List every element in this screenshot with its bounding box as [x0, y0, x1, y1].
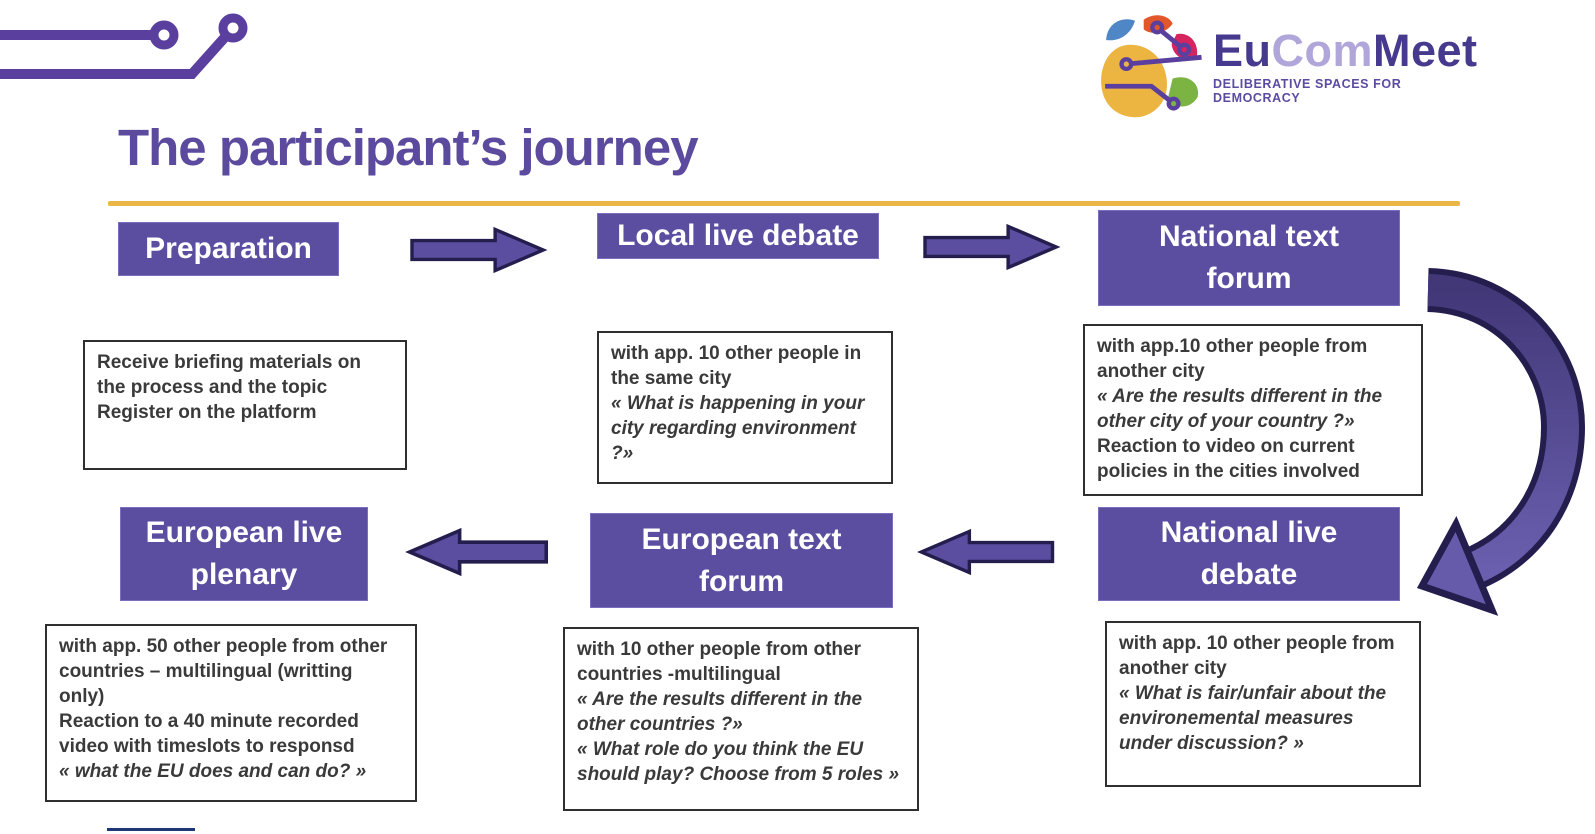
stage-label: Local live debate — [617, 219, 859, 252]
eucommeet-logo — [1093, 12, 1478, 120]
accent-rule — [108, 201, 1460, 206]
arrow-left-icon — [910, 528, 1063, 576]
note-national-text-forum — [1083, 324, 1423, 496]
note-european-live-plenary — [45, 624, 417, 802]
curved-arrow-icon — [1398, 252, 1595, 622]
stage-local-live-debate — [597, 213, 879, 259]
arrow-left-icon — [395, 527, 560, 577]
note-preparation — [83, 340, 407, 470]
stage-national-live-debate — [1098, 507, 1400, 601]
arrow-right-icon — [398, 226, 558, 274]
note-text: with app. 10 other people in the same city — [611, 343, 862, 390]
note-quote: « What is happening in your city regarding environment ?» — [611, 393, 865, 465]
stage-european-text-forum — [590, 513, 893, 608]
stage-label: European live plenary — [145, 516, 343, 591]
note-text: Reaction to video on current policies in the cities involved — [1097, 436, 1360, 483]
note-quote: « What role do you think the EU should play? Choose from 5 roles » — [577, 739, 900, 786]
arrow-right-icon — [913, 223, 1069, 271]
note-european-text-forum — [563, 627, 919, 811]
note-text: with app. 10 other people from another city — [1119, 633, 1395, 680]
logo-word-com: Com — [1271, 24, 1374, 76]
stage-preparation — [118, 222, 339, 276]
stage-label: European text forum — [641, 522, 842, 598]
note-quote: « what the EU does and can do? » — [59, 761, 367, 783]
eucommeet-logo-mark-icon — [1093, 13, 1205, 119]
stage-label: National live debate — [1160, 516, 1338, 591]
stage-national-text-forum — [1098, 210, 1400, 306]
note-text: Receive briefing materials on the process and the topic — [97, 352, 361, 399]
logo-tagline: DELIBERATIVE SPACES FOR DEMOCRACY — [1213, 76, 1402, 105]
stage-label: Preparation — [145, 232, 312, 265]
note-local-live-debate — [597, 331, 893, 484]
note-text: Register on the platform — [97, 402, 317, 424]
circuit-lines-icon — [0, 8, 265, 108]
note-national-live-debate — [1105, 621, 1421, 787]
logo-wordmark — [1213, 24, 1478, 76]
page-title: The participant’s journey — [118, 119, 698, 176]
stage-european-live-plenary — [120, 507, 368, 601]
note-quote: « Are the results different in the other city of your country ?» — [1097, 386, 1383, 433]
note-quote: « What is fair/unfair about the environemental measures under discussion? » — [1119, 683, 1387, 755]
note-text: with 10 other people from other countries -multilingual — [577, 639, 861, 686]
note-text: with app.10 other people from another city — [1097, 336, 1368, 383]
note-text: with app. 50 other people from other countries – multilingual (writting only) — [59, 636, 388, 708]
note-text: Reaction to a 40 minute recorded video with timeslots to responsd — [59, 711, 359, 758]
note-quote: « Are the results different in the other countries ?» — [577, 689, 863, 736]
logo-word-meet: Meet — [1373, 24, 1478, 76]
logo-word-eu: Eu — [1213, 24, 1272, 76]
bottom-cutoff-box-edge — [107, 828, 195, 831]
stage-label: National text forum — [1158, 220, 1340, 295]
